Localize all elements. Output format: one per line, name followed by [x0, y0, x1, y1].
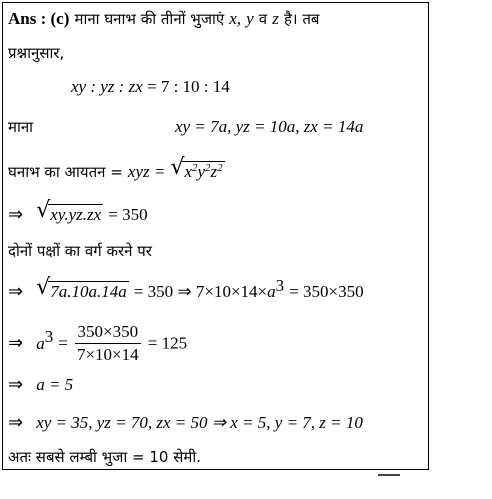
volume-label: घनाभ का आयतन = [8, 163, 123, 181]
fraction-denominator: 7×10×14 [76, 345, 139, 364]
step2-radical: √ 7a.10a.14a [36, 275, 127, 301]
step1-rhs: = 350 [108, 205, 148, 224]
answer-tail: है। तब [283, 10, 320, 28]
implies-arrow: ⇒ [8, 281, 24, 302]
implies-arrow: ⇒ [8, 332, 24, 354]
ratio-line [71, 77, 230, 97]
step2-a: a [267, 282, 276, 301]
radical-sign: √ [36, 275, 51, 300]
stray-mark [378, 474, 400, 476]
step5-line [8, 413, 363, 433]
var-z: z [272, 9, 279, 28]
solution-box [2, 2, 429, 470]
answer-intro: माना घनाभ की तीनों भुजाएं [74, 10, 225, 28]
answer-line [8, 9, 319, 29]
step2-exp: 3 [275, 276, 285, 295]
implies-arrow: ⇒ [8, 412, 24, 433]
according-to-question: प्रश्नानुसार, [8, 44, 65, 62]
assume-line [8, 117, 33, 137]
step3-rhs: = 125 [147, 333, 188, 353]
step2-rhs: = 350×350 [289, 282, 364, 301]
step4-line [8, 375, 73, 395]
step4-expr: a = 5 [36, 375, 74, 394]
ratio-rhs: = 7 : 10 : 14 [147, 77, 230, 96]
var-x: x, [229, 9, 242, 28]
ratio-lhs: xy : yz : zx [71, 77, 143, 96]
step3-exp: 3 [44, 327, 54, 346]
radical-sign: √ [170, 155, 185, 180]
assume-expr: xy = 7a, yz = 10a, zx = 14a [175, 117, 364, 136]
step1-line [8, 198, 148, 225]
step3-fraction [75, 321, 141, 366]
conclusion-line: अतः सबसे लम्बी भुजा = 10 सेमी. [8, 448, 201, 466]
volume-line [8, 155, 225, 182]
implies-arrow: ⇒ [8, 374, 24, 395]
fraction-numerator: 350×350 [75, 321, 141, 344]
step3-eq: = [58, 333, 68, 353]
step1-radical: √ xy.yz.zx [36, 198, 102, 224]
assume-label: माना [8, 118, 34, 136]
step3-a: a [36, 333, 45, 353]
step3-line [8, 321, 187, 366]
answer-label: Ans : (c) [8, 9, 70, 28]
step2-mid: = 350 ⇒ 7×10×14× [133, 282, 268, 301]
volume-radical: √ $x^2y^2z^2$ [170, 155, 223, 181]
volume-lhs: xyz = [127, 162, 166, 181]
conjunction: व [258, 10, 268, 28]
radical-sign: √ [36, 198, 51, 223]
var-y: y [246, 9, 254, 28]
step2-line [8, 275, 364, 302]
step5-expr: xy = 35, yz = 70, zx = 50 ⇒ x = 5, y = 7, z = 10 [36, 413, 363, 432]
square-both-sides: दोनों पक्षों का वर्ग करने पर [8, 242, 152, 260]
implies-arrow: ⇒ [8, 204, 24, 225]
